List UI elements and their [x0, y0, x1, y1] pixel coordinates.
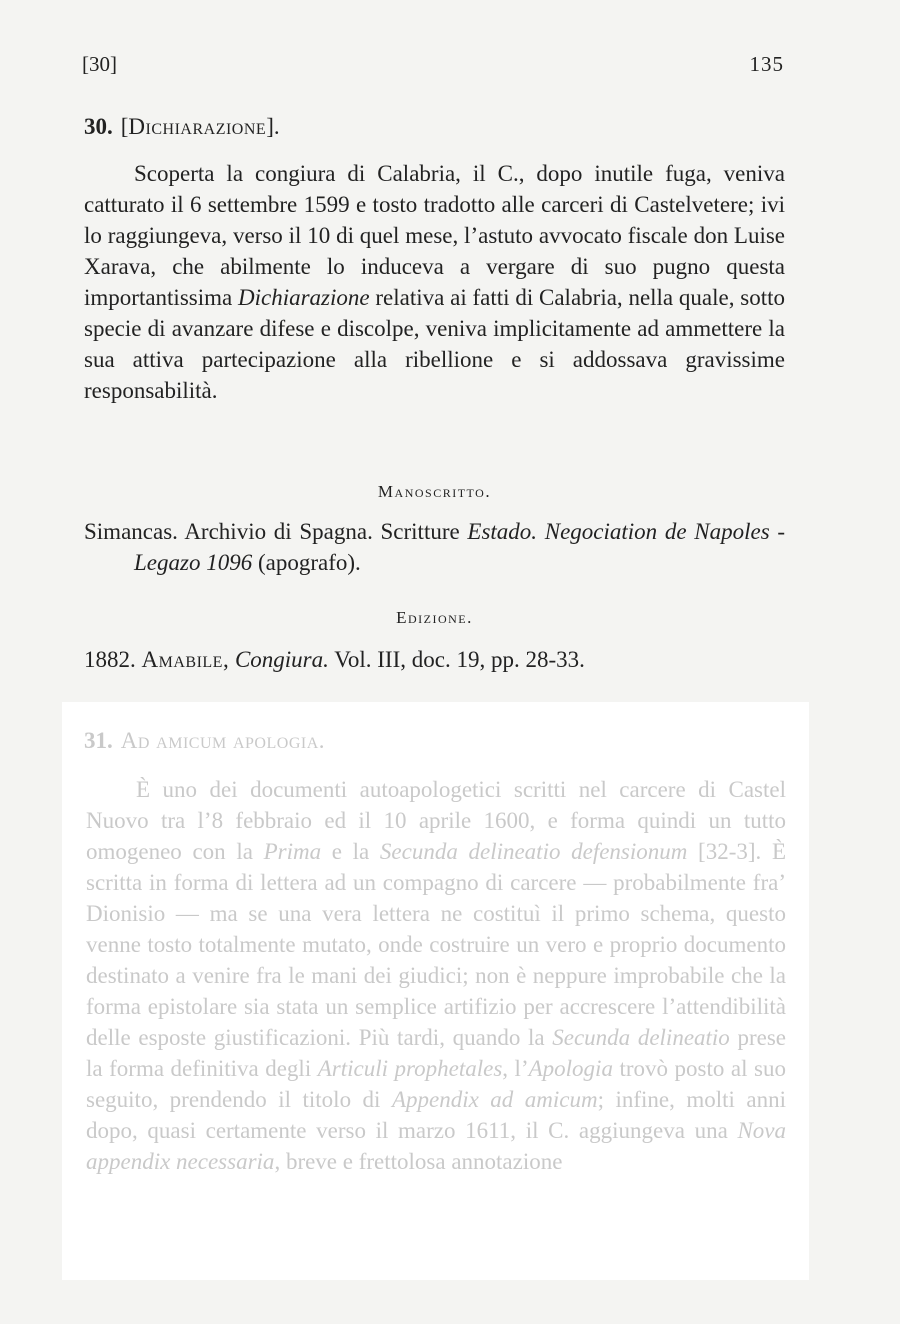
section-30-text-2: relativa ai fatti di Calabria, nella quale, sotto specie di avanzare difese e discolpe, veniva implicitamente ad ammettere la sua attiva partecipazione alla ribellione e si addossava gravissime responsabilità.	[84, 285, 785, 403]
manoscritto-heading: Manoscritto.	[377, 482, 492, 501]
page-number: 135	[749, 52, 784, 76]
manoscritto-text-italic: Estado. Negociation de Napoles - Legazo 1096	[134, 519, 786, 575]
section-31-italic-3: Secunda delineatio	[552, 1025, 730, 1050]
manoscritto-text-2: (apografo).	[252, 550, 361, 575]
section-31-text-3: [32-3]. È scritta in forma di lettera ad un compagno di carcere — probabilmente fra’ Dionisio — ma se una vera lettera ne costituì il primo schema, questo venne tosto totalmente mutato, onde costruire un vero e proprio documento destinato a venire fra le mani dei giudici; non è neppure improbabile che la forma epistolare sia stata un semplice artifizio per accrescere l’attendibilità delle esposte giustificazioni. Più tardi, quando la	[86, 839, 786, 1050]
section-31-italic-2: Secunda delineatio defensionum	[379, 839, 688, 864]
section-30-text-italic: Dichiarazione	[238, 285, 370, 310]
section-30-body	[84, 158, 785, 406]
section-31-body	[86, 774, 786, 1177]
section-30-title-close: ].	[266, 114, 280, 139]
section-31-text-2: e la	[321, 839, 380, 864]
section-30-title-text: Dichiarazione	[128, 114, 267, 139]
section-30-text-1: Scoperta la congiura di Calabria, il C., dopo inutile fuga, veniva catturato il 6 settembre 1599 e tosto tradotto alle carceri di Castelvetere; ivi lo raggiungeva, verso il 10 di quel mese, l’astuto avvocato fiscale don Luise Xarava, che abilmente lo induceva a vergare di suo pugno questa importantissima	[84, 161, 785, 310]
edizione-year: 1882.	[84, 647, 142, 672]
section-31-italic-6: Appendix ad amicum	[391, 1087, 598, 1112]
section-31-italic-4: Articuli prophetales	[317, 1056, 503, 1081]
section-31-number: 31.	[84, 728, 113, 753]
section-31-italic-1: Prima	[263, 839, 322, 864]
header-doc-number: [30]	[82, 52, 117, 76]
section-31-text-8: , breve e frettolosa annotazione	[274, 1149, 563, 1174]
section-31-italic-7: Nova appendix necessaria	[86, 1118, 786, 1174]
section-31-text-6: trovò posto al suo seguito, prendendo il titolo di	[86, 1056, 786, 1112]
edizione-author: Amabile,	[141, 647, 230, 672]
edizione-title: Congiura.	[234, 647, 329, 672]
edizione-heading: Edizione.	[396, 608, 473, 627]
faded-section-31-overlay	[62, 702, 809, 1280]
section-31-title	[84, 728, 325, 754]
section-30-title	[84, 114, 280, 140]
edizione-entry	[84, 644, 785, 675]
manoscritto-entry	[84, 516, 785, 578]
section-30-title-open: [	[120, 114, 129, 139]
section-31-text-5: , l’	[502, 1056, 529, 1081]
section-31-text-7: ; infine, molti anni dopo, quasi certamente verso il marzo 1611, il C. aggiungeva una	[86, 1087, 786, 1143]
section-31-text-4: prese la forma definitiva degli	[86, 1025, 786, 1081]
section-31-text-1: È uno dei documenti autoapologetici scritti nel carcere di Castel Nuovo tra l’8 febbraio ed il 10 aprile 1600, e forma quindi un tutto omogeneo con la	[86, 777, 786, 864]
manoscritto-text-1: Simancas. Archivio di Spagna. Scritture	[84, 519, 468, 544]
section-30-number: 30.	[84, 114, 113, 139]
section-31-title-text: Ad amicum apologia.	[120, 728, 326, 753]
edizione-details: Vol. III, doc. 19, pp. 28-33.	[328, 647, 585, 672]
section-31-italic-5: Apologia	[528, 1056, 613, 1081]
